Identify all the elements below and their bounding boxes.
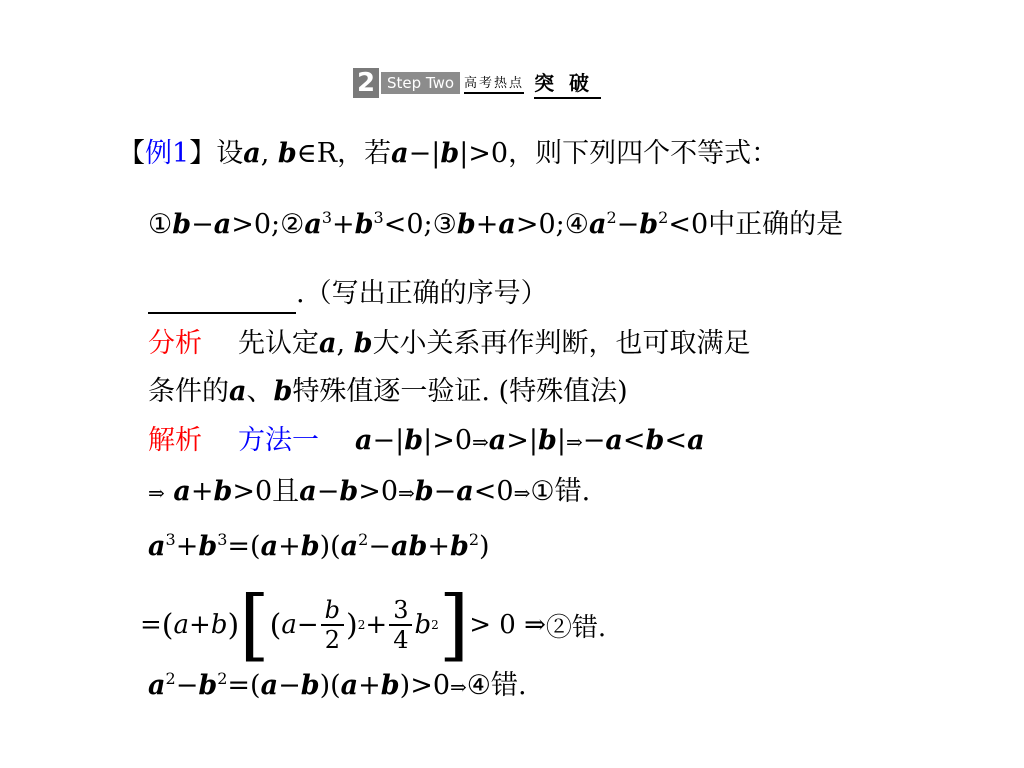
banner-title: 突 破 (534, 67, 601, 99)
text: + (175, 531, 199, 562)
var: a (456, 476, 474, 507)
var: a (148, 670, 166, 701)
denominator: 4 (393, 626, 409, 654)
implies-arrow: ⇒ (398, 481, 415, 505)
var: b (273, 376, 293, 407)
denominator: 2 (324, 626, 340, 654)
var: b (339, 476, 359, 507)
text: + (278, 531, 301, 562)
numerator: 3 (389, 596, 412, 626)
var: b (404, 425, 424, 456)
exp: 2 (217, 669, 228, 688)
text: )( (319, 670, 341, 701)
var: a (229, 376, 247, 407)
text: −| (372, 425, 405, 456)
solution-label: 解析 (148, 425, 202, 456)
var: b (440, 138, 460, 169)
var: a (173, 476, 191, 507)
implies-arrow: ⇒ (513, 481, 531, 505)
analysis-label: 分析 (148, 328, 202, 359)
text: .（写出正确的序号） (296, 278, 548, 309)
var: a (260, 670, 279, 701)
analysis-line-1 (148, 324, 751, 364)
exp: 2 (606, 208, 617, 227)
var: b (198, 670, 218, 701)
text: ① (148, 209, 173, 240)
var: b (277, 138, 297, 169)
text: − (582, 425, 606, 456)
example-line-3 (148, 274, 548, 314)
text: − (433, 476, 457, 507)
text: >0且 (232, 476, 300, 507)
exp: 2 (431, 618, 439, 632)
text: | (556, 425, 567, 456)
var: b (353, 328, 373, 359)
text: , (336, 328, 354, 359)
text: − (175, 670, 199, 701)
text: − (278, 670, 301, 701)
text: )>0 (399, 670, 451, 701)
section-number: 2 (353, 68, 379, 98)
text: 条件的 (148, 376, 229, 407)
text: , (260, 138, 278, 169)
var: a (687, 425, 705, 456)
var: b (414, 476, 434, 507)
var: a (391, 138, 409, 169)
example-line-2 (148, 205, 843, 245)
text: <0中正确的是 (668, 209, 844, 240)
var: b (639, 209, 659, 240)
text: ①错. (530, 476, 591, 507)
text: − (368, 531, 391, 562)
exp: 3 (165, 530, 176, 549)
var: a (304, 209, 322, 240)
text: > 0 ⇒ (469, 610, 546, 640)
implies-arrow: ⇒ (566, 430, 583, 454)
text: + (190, 476, 214, 507)
var: b (300, 670, 320, 701)
text: = (140, 610, 162, 640)
exp: 2 (358, 530, 369, 549)
exp: 2 (468, 530, 480, 549)
text: ∈R，若 (296, 138, 392, 169)
var: a (355, 425, 373, 456)
numerator: b (321, 596, 344, 626)
var: a (148, 531, 166, 562)
paren: ) (227, 607, 240, 643)
var: b (213, 476, 233, 507)
text: − (191, 209, 214, 240)
math-formula (140, 580, 607, 670)
var: b (538, 425, 557, 456)
implies-arrow: ⇒ (450, 675, 467, 699)
solution-line-5 (148, 666, 527, 707)
var: a (498, 209, 516, 240)
var: a (213, 209, 232, 240)
text: + (189, 610, 211, 640)
var: b (414, 610, 432, 640)
var: b (198, 531, 218, 562)
fraction-b-over-2 (321, 596, 344, 654)
text: + (475, 209, 499, 240)
var: a (281, 610, 297, 640)
text: =( (227, 670, 261, 701)
text: + (427, 531, 450, 562)
answer-blank (148, 282, 296, 314)
example-line-1 (118, 134, 778, 174)
analysis-line-2 (148, 372, 628, 412)
var: a (260, 531, 279, 562)
text: >0;② (231, 209, 305, 240)
left-bracket: [ (239, 580, 270, 670)
banner-subtitle: 高考热点 (464, 72, 524, 94)
text: <0 (473, 476, 514, 507)
bracket-open: 【 (118, 138, 145, 169)
text: )( (319, 531, 341, 562)
var: a (340, 670, 359, 701)
var: b (449, 531, 469, 562)
var: b (456, 209, 476, 240)
var: b (380, 670, 400, 701)
var: a (605, 425, 623, 456)
solution-line-2 (148, 472, 590, 513)
var: a (588, 209, 607, 240)
section-banner (353, 68, 627, 98)
var: a (340, 531, 359, 562)
exp: 2 (165, 669, 176, 688)
implies-arrow: ⇒ (472, 430, 489, 454)
solution-line-1 (148, 421, 705, 462)
method-label: 方法一 (238, 425, 319, 456)
text: + (365, 610, 388, 640)
exp: 3 (217, 530, 228, 549)
text: 设 (216, 138, 244, 169)
var: b (354, 209, 374, 240)
text: < (664, 425, 688, 456)
text: 大小关系再作判断，也可取满足 (372, 328, 751, 359)
text: − (296, 610, 319, 640)
var: b (645, 425, 665, 456)
text: <0;③ (383, 209, 457, 240)
text: + (332, 209, 355, 240)
text: 、 (246, 376, 274, 407)
paren: ) (346, 607, 358, 643)
text: −| (408, 138, 441, 169)
text: |>0，则下列四个不等式： (459, 138, 779, 169)
var: b (300, 531, 320, 562)
fraction-3-over-4 (389, 596, 412, 654)
exp: 2 (658, 208, 669, 227)
exp: 3 (373, 208, 384, 227)
solution-line-3 (148, 527, 490, 567)
text: − (616, 209, 640, 240)
var: a (319, 328, 337, 359)
text: >0;④ (515, 209, 589, 240)
text: 先认定 (238, 328, 319, 359)
var: b (172, 209, 192, 240)
implies-arrow: ⇒ (148, 481, 165, 505)
step-label: Step Two (381, 72, 460, 94)
paren: ( (269, 607, 282, 643)
text: ④错. (466, 670, 527, 701)
exp: 3 (321, 208, 333, 227)
text: < (622, 425, 646, 456)
var: ab (390, 531, 428, 562)
text: + (358, 670, 381, 701)
var: a (173, 610, 190, 640)
text: ②错. (545, 612, 607, 643)
paren: ( (161, 607, 174, 643)
bracket-close: 】 (189, 138, 217, 169)
text: − (316, 476, 340, 507)
right-bracket: ] (438, 580, 470, 670)
var: a (488, 425, 507, 456)
text: >| (506, 425, 539, 456)
text: 特殊值逐一验证. (特殊值法) (292, 376, 628, 407)
text: =( (227, 531, 261, 562)
var: a (243, 138, 261, 169)
text: >0 (358, 476, 399, 507)
var: a (299, 476, 317, 507)
text: ) (479, 531, 490, 562)
exp: 2 (357, 618, 366, 632)
text: |>0 (423, 425, 473, 456)
example-label: 例1 (145, 138, 190, 169)
var: b (210, 610, 228, 640)
